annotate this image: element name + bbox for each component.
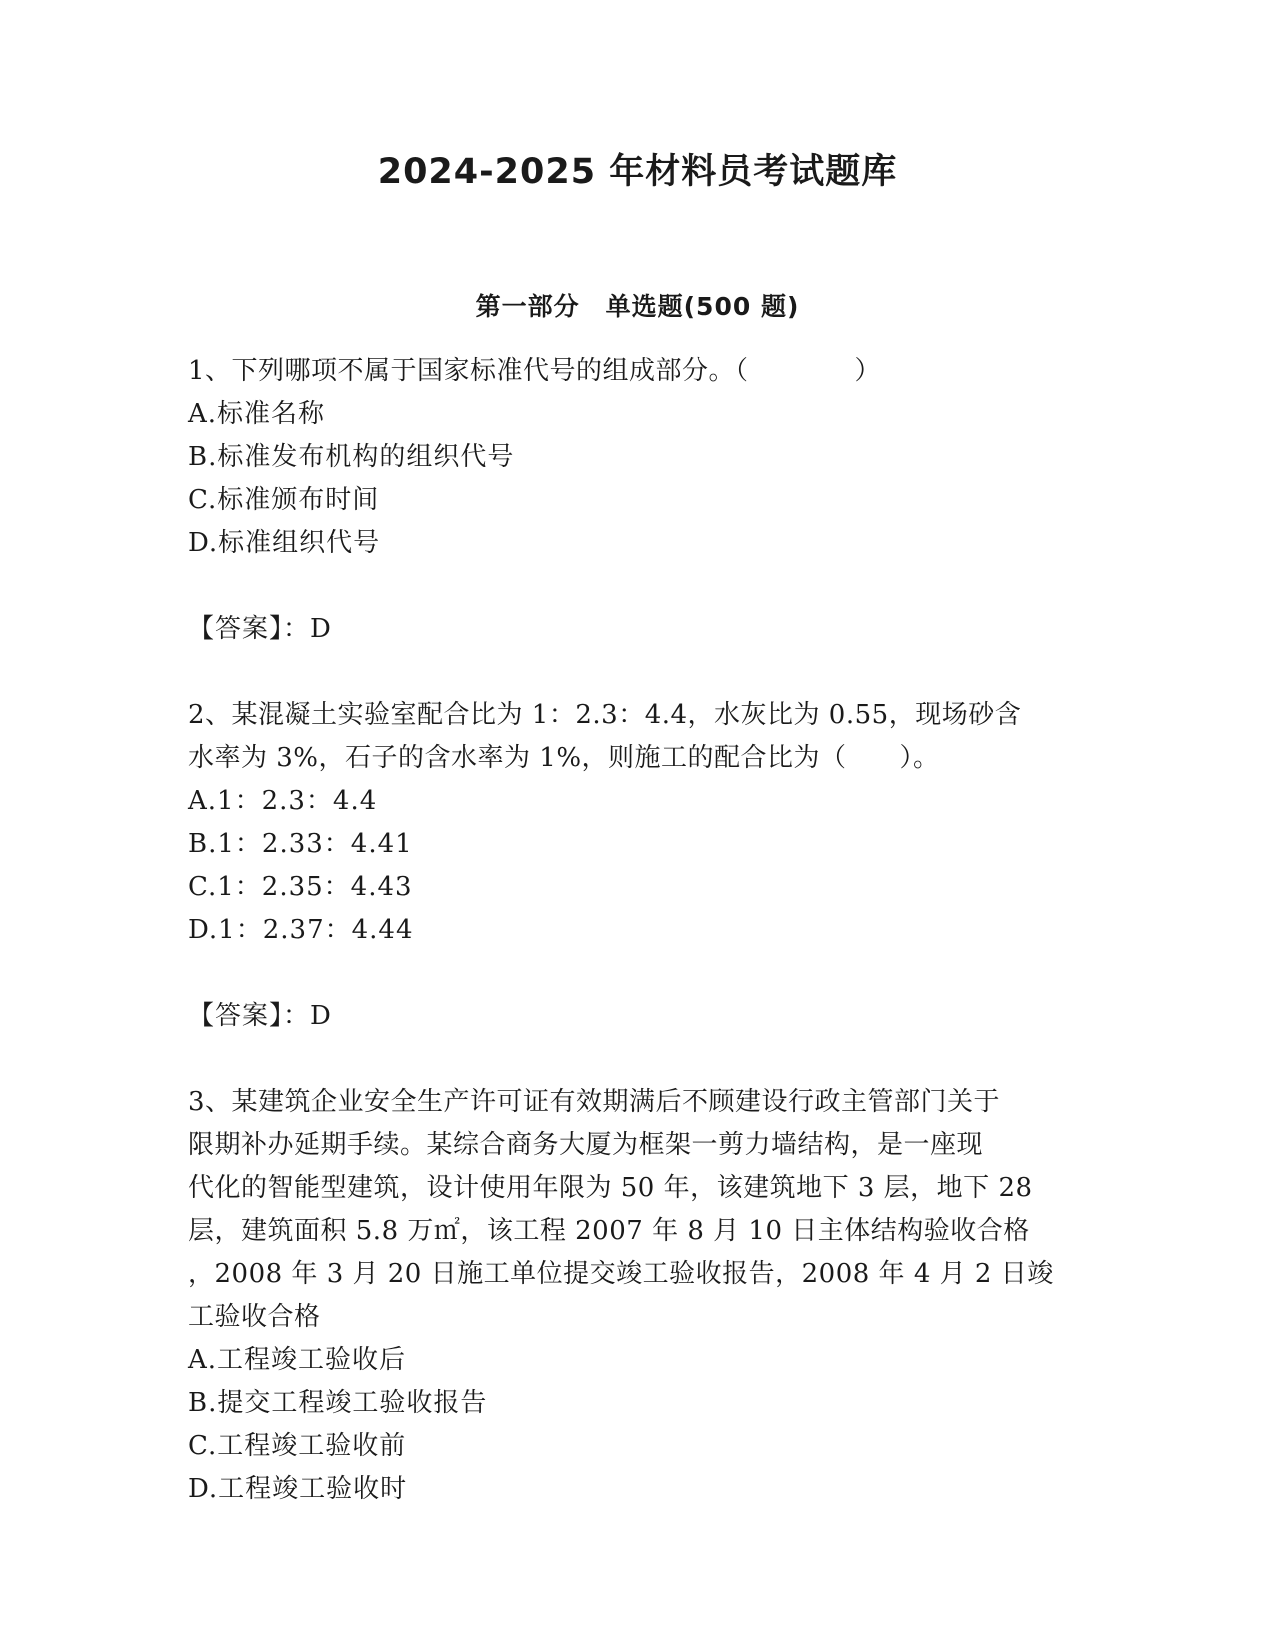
answer-label: 【答案】：D <box>188 1001 332 1031</box>
option-c: C.工程竣工验收前 <box>188 1431 407 1461</box>
question-stem: 限期补办延期手续。某综合商务大厦为框架一剪力墙结构，是一座现 <box>188 1130 984 1160</box>
answer-label: 【答案】：D <box>188 614 332 644</box>
section-heading: 第一部分 单选题(500 题) <box>475 292 800 321</box>
option-a: A.标准名称 <box>188 399 326 429</box>
question-stem: 工验收合格 <box>188 1302 321 1332</box>
question-2 <box>188 694 1088 1038</box>
option-b: B.标准发布机构的组织代号 <box>188 442 515 472</box>
question-stem: 层，建筑面积 5.8 万㎡，该工程 2007 年 8 月 10 日主体结构验收合格 <box>188 1216 1030 1246</box>
option-c: C.标准颁布时间 <box>188 485 380 515</box>
option-c: C.1：2.35：4.43 <box>188 872 413 902</box>
question-stem: 1、下列哪项不属于国家标准代号的组成部分。（ ） <box>188 356 882 386</box>
option-b: B.1：2.33：4.41 <box>188 829 413 859</box>
option-a: A.1：2.3：4.4 <box>188 786 378 816</box>
question-1 <box>188 350 1088 651</box>
option-d: D.工程竣工验收时 <box>188 1474 408 1504</box>
question-stem: 水率为 3%，石子的含水率为 1%，则施工的配合比为（ ）。 <box>188 743 940 773</box>
question-stem: 2、某混凝土实验室配合比为 1：2.3：4.4，水灰比为 0.55，现场砂含 <box>188 700 1022 730</box>
option-d: D.标准组织代号 <box>188 528 381 558</box>
option-b: B.提交工程竣工验收报告 <box>188 1388 488 1418</box>
page-title: 2024-2025 年材料员考试题库 <box>377 152 898 192</box>
question-3 <box>188 1081 1088 1511</box>
option-a: A.工程竣工验收后 <box>188 1345 407 1375</box>
question-stem: ，2008 年 3 月 20 日施工单位提交竣工验收报告，2008 年 4 月 2 日竣 <box>188 1259 1054 1289</box>
question-stem: 代化的智能型建筑，设计使用年限为 50 年，该建筑地下 3 层，地下 28 <box>188 1173 1033 1203</box>
option-d: D.1：2.37：4.44 <box>188 915 414 945</box>
question-list <box>188 350 1088 1511</box>
question-stem: 3、某建筑企业安全生产许可证有效期满后不顾建设行政主管部门关于 <box>188 1087 1001 1117</box>
